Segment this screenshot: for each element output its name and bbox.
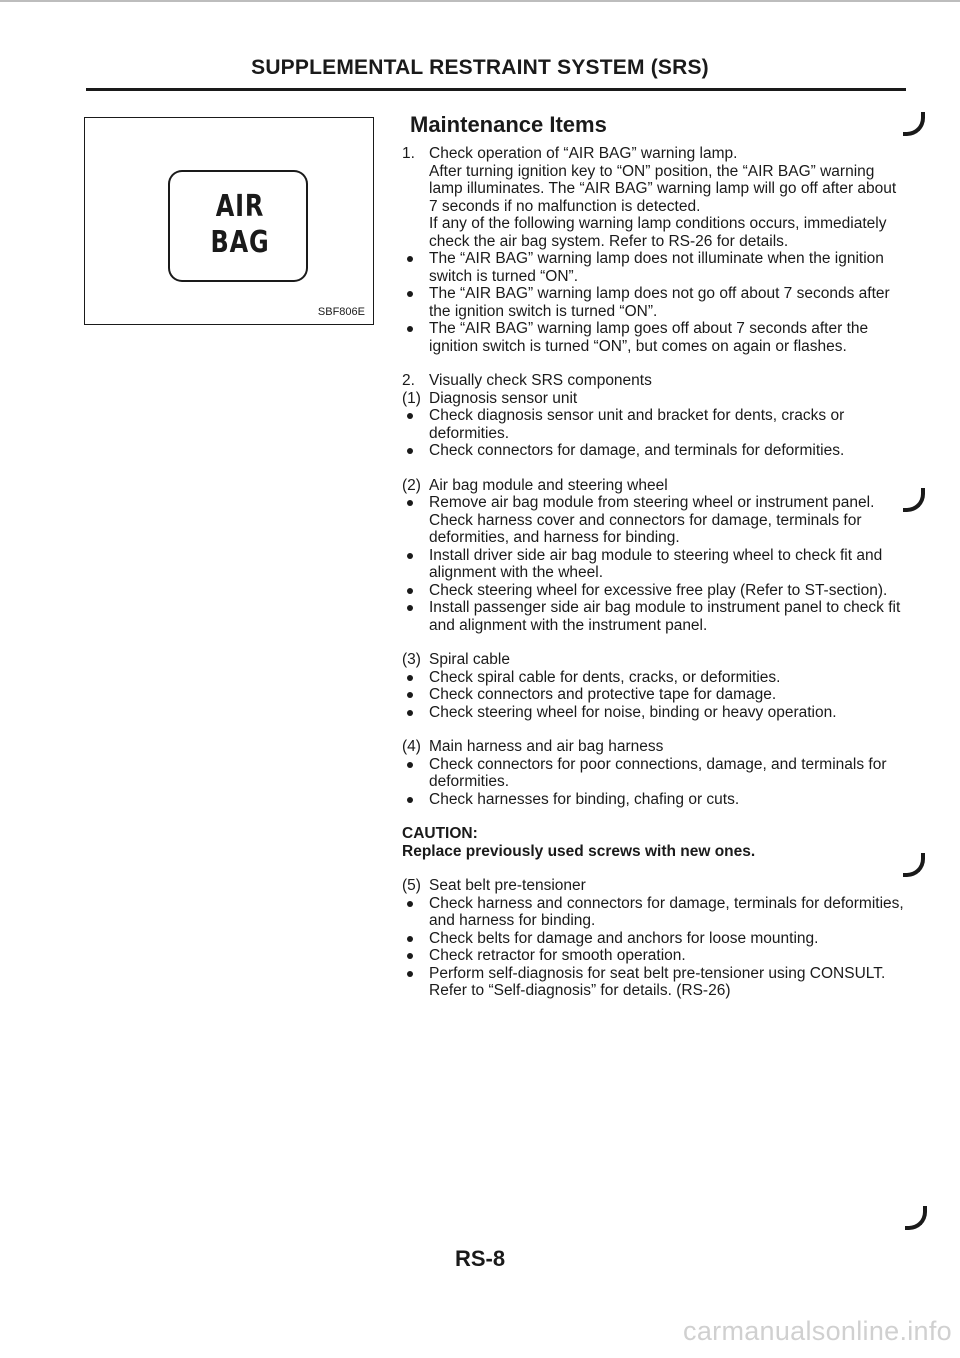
header-rule [86, 88, 906, 91]
spacer [398, 460, 908, 477]
item-text: Check belts for damage and anchors for loose mounting. [429, 929, 819, 947]
spacer [398, 634, 908, 651]
bullet-icon [407, 797, 413, 803]
bullet-icon [407, 971, 413, 977]
item-text: Check spiral cable for dents, cracks, or deformities. [429, 668, 781, 686]
airbag-lamp-icon [168, 170, 308, 282]
item-text: Air bag module and steering wheel [429, 476, 668, 494]
list-item [398, 320, 908, 355]
list-item [398, 442, 908, 460]
bullet-icon [407, 692, 413, 698]
bullet-icon [407, 553, 413, 559]
checkmark-icon [903, 488, 925, 512]
item-text: The “AIR BAG” warning lamp does not illuminate when the ignition switch is turned “ON”. [429, 250, 884, 285]
list-item [398, 947, 908, 965]
bullet-icon [407, 500, 413, 506]
list-item [398, 930, 908, 948]
list-item [398, 145, 908, 250]
airbag-warning-lamp-figure [84, 117, 374, 325]
bullet-icon [407, 901, 413, 907]
spacer [398, 860, 908, 877]
list-item [398, 877, 908, 895]
item-text: Seat belt pre-tensioner [429, 877, 586, 894]
item-number: (5) [402, 877, 421, 894]
list-item [398, 390, 908, 408]
list-item [398, 547, 908, 582]
list-item [398, 895, 908, 930]
bullet-icon [407, 710, 413, 716]
list-item [398, 477, 908, 495]
list-item [398, 599, 908, 634]
watermark-text: carmanualsonline.info [683, 1316, 952, 1346]
item-number: 1. [402, 145, 415, 162]
item-number: (1) [402, 389, 421, 407]
item-text: Remove air bag module from steering wheel or instrument panel. Check harness cover and connectors for damage, terminals for deformities, and harness for binding. [429, 494, 875, 546]
item-text: The “AIR BAG” warning lamp does not go off about 7 seconds after the ignition switch is turned “ON”. [429, 285, 890, 320]
item-text: Visually check SRS components [429, 372, 652, 389]
airbag-lamp-line2: BAG [210, 225, 270, 260]
spacer [398, 808, 908, 825]
bullet-icon [407, 448, 413, 454]
list-item [398, 704, 908, 722]
list-item [398, 756, 908, 791]
item-text: Check steering wheel for noise, binding or heavy operation. [429, 703, 837, 721]
list-item [398, 494, 908, 547]
spacer [398, 355, 908, 372]
list-item [398, 407, 908, 442]
bullet-icon [407, 936, 413, 942]
bullet-icon [407, 326, 413, 332]
list-item [398, 669, 908, 687]
item-number: (3) [402, 651, 421, 668]
caution-label: CAUTION: [402, 825, 478, 842]
maintenance-list [398, 145, 908, 808]
airbag-lamp-line1: AIR [215, 189, 265, 224]
list-item [398, 372, 908, 390]
item-text: Check harness and connectors for damage, terminals for deformities, and harness for binding. [429, 894, 904, 929]
item-text: Check harnesses for binding, chafing or cuts. [429, 790, 740, 808]
item-text: Check steering wheel for excessive free play (Refer to ST-section). [429, 581, 888, 599]
item-text: Check connectors and protective tape for damage. [429, 686, 777, 703]
page-number: RS-8 [454, 1246, 506, 1271]
item-text: Check operation of “AIR BAG” warning lamp. After turning ignition key to “ON” position, the “AIR BAG” warning lamp illuminates. The “AIR BAG” warning lamp will go off after about 7 seconds if no malfunction is detected. If any of the following warning lamp conditions occurs, immediately check the air bag system. Refer to RS-26 for details. [429, 145, 897, 250]
item-text: Install passenger side air bag module to instrument panel to check fit and alignment with the instrument panel. [429, 599, 901, 634]
bullet-icon [407, 675, 413, 681]
spacer [398, 721, 908, 738]
section-heading: Maintenance Items [410, 112, 607, 137]
item-text: Check connectors for poor connections, damage, and terminals for deformities. [429, 755, 887, 790]
list-item [398, 651, 908, 669]
list-item [398, 965, 908, 1000]
item-text: Diagnosis sensor unit [429, 389, 578, 407]
list-item [398, 791, 908, 809]
bullet-icon [407, 413, 413, 419]
airbag-lamp-label [184, 189, 296, 261]
list-item [398, 285, 908, 320]
item-text: Check connectors for damage, and terminals for deformities. [429, 442, 845, 459]
caution-text: Replace previously used screws with new ones. [402, 842, 756, 860]
item-text: Main harness and air bag harness [429, 738, 664, 755]
item-text: Check diagnosis sensor unit and bracket for dents, cracks or deformities. [429, 407, 845, 442]
checkmark-icon [903, 853, 925, 877]
bullet-icon [407, 762, 413, 768]
checkmark-icon [905, 1206, 927, 1230]
item-number: (2) [402, 476, 421, 494]
maintenance-items-section [398, 112, 908, 1000]
item-number: (4) [402, 738, 421, 755]
list-item [398, 582, 908, 600]
bullet-icon [407, 953, 413, 959]
seat-belt-list [398, 877, 908, 1000]
bullet-icon [407, 256, 413, 262]
item-text: Install driver side air bag module to steering wheel to check fit and alignment with the wheel. [429, 546, 883, 581]
item-text: The “AIR BAG” warning lamp goes off about 7 seconds after the ignition switch is turned “ON”, but comes on again or flashes. [429, 320, 869, 355]
page-header-title: SUPPLEMENTAL RESTRAINT SYSTEM (SRS) [251, 56, 709, 79]
list-item [398, 686, 908, 704]
list-item [398, 738, 908, 756]
item-text: Spiral cable [429, 651, 510, 668]
item-text: Perform self-diagnosis for seat belt pre-tensioner using CONSULT. Refer to “Self-diagnosis” for details. (RS-26) [429, 964, 886, 999]
list-item [398, 250, 908, 285]
bullet-icon [407, 605, 413, 611]
figure-code: SBF806E [317, 306, 365, 318]
item-number: 2. [402, 372, 415, 389]
top-edge-rule [0, 0, 960, 2]
bullet-icon [407, 291, 413, 297]
checkmark-icon [903, 112, 925, 136]
bullet-icon [407, 588, 413, 594]
item-text: Check retractor for smooth operation. [429, 947, 686, 964]
